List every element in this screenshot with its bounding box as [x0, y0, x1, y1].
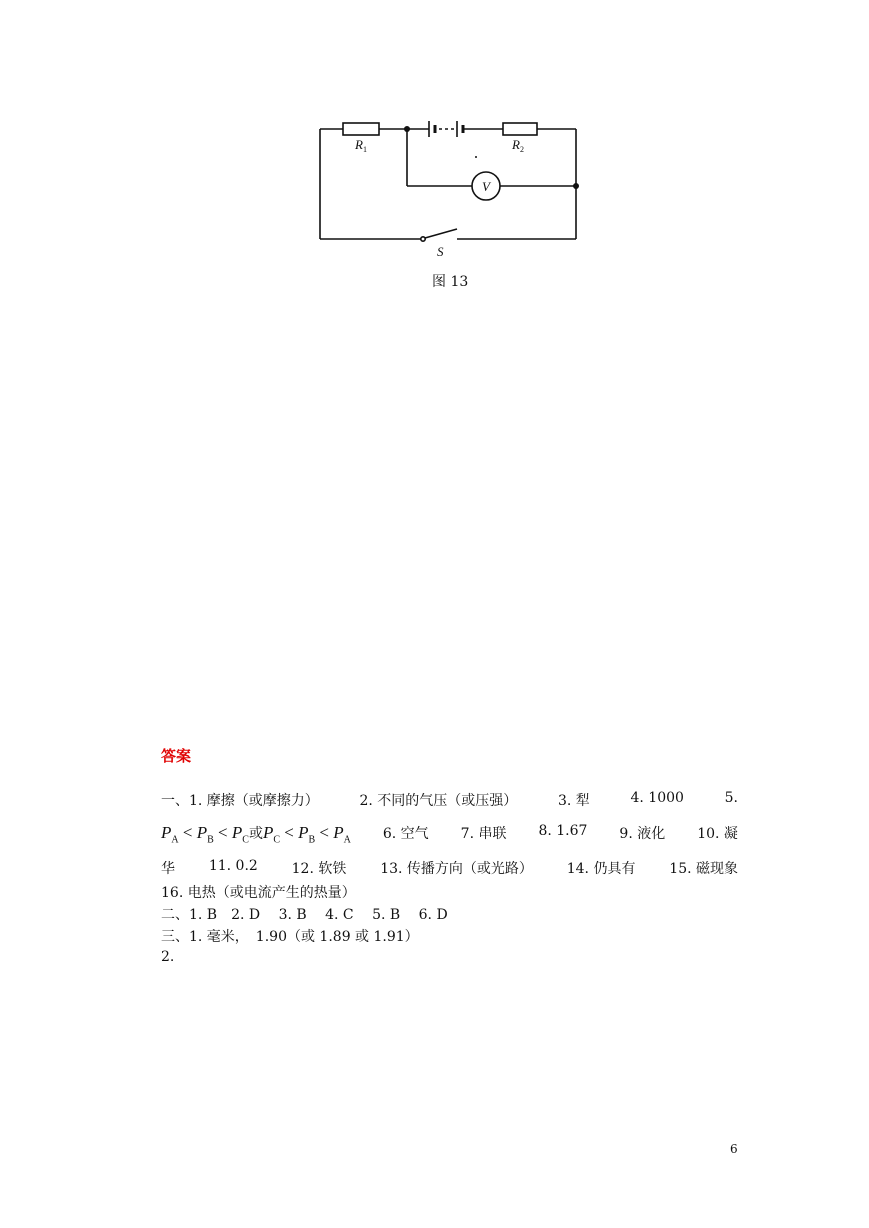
- r2-label: $R_2$: [512, 137, 524, 154]
- answer-line-2: [161, 823, 738, 845]
- answer-line-4: 16. 电热（或电流产生的热量）: [161, 885, 356, 901]
- answer-item: 7. 串联: [460, 826, 507, 842]
- pressure-formula: $P_A < P_B < P_C$或$P_C < P_B < P_A$: [161, 823, 351, 846]
- page-number: 6: [730, 1142, 738, 1156]
- resistor-r2: [503, 123, 537, 135]
- voltmeter-label: V: [482, 179, 490, 194]
- answer-item: 2. 不同的气压（或压强）: [359, 793, 518, 809]
- circuit-diagram: [305, 110, 595, 270]
- answer-item: 8. 1.67: [538, 823, 588, 839]
- resistor-r1: [343, 123, 379, 135]
- battery-icon: [429, 121, 463, 137]
- answer-item: 15. 磁现象: [669, 861, 738, 877]
- answer-heading: 答案: [161, 747, 192, 765]
- switch-icon: [421, 229, 457, 241]
- figure-caption: 图 13: [432, 274, 469, 290]
- answer-item: 11. 0.2: [208, 858, 258, 874]
- answer-item: 10. 凝: [697, 826, 738, 842]
- answer-section-2: 二、1. B 2. D 3. B 4. C 5. B 6. D: [161, 907, 448, 923]
- answer-line-3: [161, 858, 738, 878]
- answer-item: 6. 空气: [382, 826, 429, 842]
- answer-item: 华: [161, 861, 175, 877]
- answer-section-3-1: 三、1. 毫米， 1.90（或 1.89 或 1.91）: [161, 929, 419, 945]
- answer-line-1: [161, 790, 738, 810]
- answer-item: 12. 软铁: [291, 861, 347, 877]
- r1-label: $R_1$: [355, 137, 367, 154]
- answer-item: 3. 犁: [558, 793, 590, 809]
- answer-item: 14. 仍具有: [566, 861, 636, 877]
- answer-item: 一、1. 摩擦（或摩擦力）: [161, 793, 319, 809]
- answer-item: 4. 1000: [630, 790, 684, 806]
- answer-item: 9. 液化: [619, 826, 666, 842]
- switch-label: S: [437, 244, 444, 259]
- answer-item: 5.: [724, 790, 738, 806]
- answer-item: 13. 传播方向（或光路）: [380, 861, 533, 877]
- answer-section-3-2: 2.: [161, 949, 175, 965]
